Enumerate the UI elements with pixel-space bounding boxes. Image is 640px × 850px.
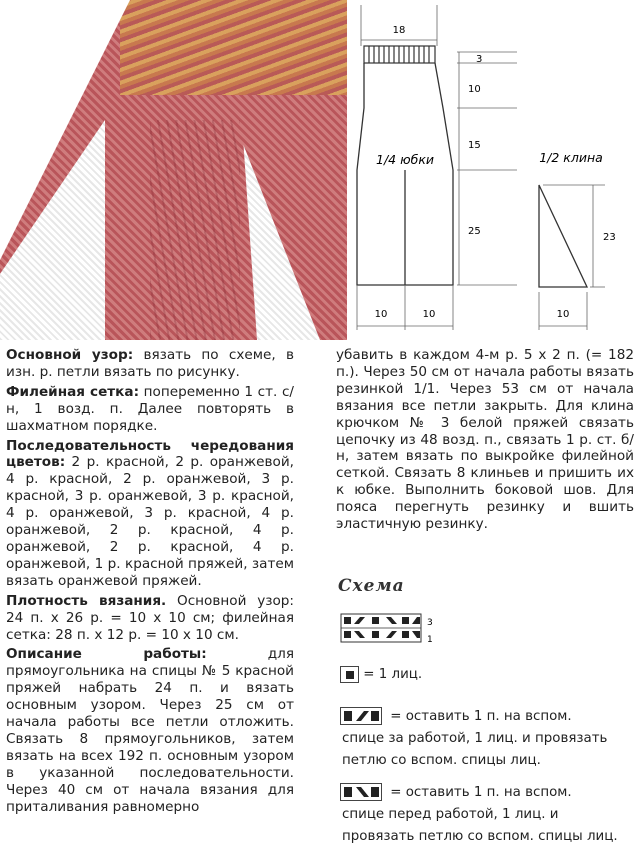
paragraph-main-pattern: Основной узор: вязать по схеме, в изн. р. петли вязать по рисунку. bbox=[6, 347, 295, 380]
knit-cell-icon bbox=[340, 666, 359, 683]
legend-cross-front: = оставить 1 п. на вспом. спице перед работой, 1 лиц. и провязать петлю со вспом. спицы лиц. bbox=[342, 785, 618, 844]
legend-cross-behind: = оставить 1 п. на вспом. спице за работой, 1 лиц. и провязать петлю со вспом. спицы лиц. bbox=[342, 709, 608, 768]
dim-gusset-height: 23 bbox=[603, 232, 616, 243]
cross-behind-icon bbox=[340, 707, 382, 725]
paragraph-gauge: Плотность вязания. Основной узор: 24 п. x 26 р. = 10 x 10 см; филейная сетка: 28 п. x 12 р. = 10 x 10 см. bbox=[6, 592, 294, 643]
instructions-right-column bbox=[336, 347, 634, 536]
dim-seg2: 15 bbox=[468, 140, 481, 151]
skirt-label: 1/4 юбки bbox=[376, 152, 434, 167]
legend-knit: = 1 лиц. bbox=[340, 664, 422, 686]
dim-seg1: 10 bbox=[468, 84, 481, 95]
dim-bottom-right: 10 bbox=[422, 309, 436, 320]
schema-row-1: 1 bbox=[427, 635, 433, 645]
white-gusset-right bbox=[230, 145, 320, 340]
dim-bottom-left: 10 bbox=[374, 309, 388, 320]
skirt-drape-shadow bbox=[150, 120, 240, 340]
paragraph-continuation: убавить в каждом 4-м р. 5 x 2 п. (= 182 п.). Через 50 см от начала работы вязать резинкой 1/1. Через 53 см от начала вязания все петли закрыть. Для клина крючком № 3 белой пряжей связать цепочку из 48 возд. п., связать 1 р. ст. б/н, затем вязать по выкройке филейной сеткой. Связать 8 клиньев и пришить их к юбке. Выполнить боковой шов. Для пояса перегнуть резинку и вшить эластичную резинку. bbox=[336, 347, 634, 533]
schema-chart bbox=[340, 612, 440, 650]
paragraph-color-sequence: Последовательность чередования цветов: 2 р. красной, 2 р. оранжевой, 4 р. красной, 2 р. оранжевой, 3 р. красной, 3 р. оранжевой, 3 р. красной, 4 р. оранжевой, 3 р. красной, 4 р. оранжевой, 2 р. красной, 4 р. оранжевой, 2 р. красной, 4 р. оранжевой, 1 р. красной пряжей, затем вязать оранжевой пряжей. bbox=[6, 437, 294, 589]
paragraph-filet-mesh: Филейная сетка: попеременно 1 ст. с/н, 1 возд. п. Далее повторять в шахматном порядке. bbox=[6, 383, 294, 434]
dim-band: 3 bbox=[476, 54, 483, 65]
schema-title: Схема bbox=[338, 576, 405, 596]
instructions-left-column bbox=[6, 347, 294, 818]
schema-row-3: 3 bbox=[427, 618, 433, 628]
pattern-diagram bbox=[347, 0, 640, 340]
gusset-outline bbox=[539, 185, 587, 287]
orange-band-texture bbox=[120, 0, 347, 95]
paragraph-work-description: Описание работы: для прямоугольника на спицы № 5 красной пряжей набрать 24 п. и вязать основным узором. Через 25 см от начала работы все петли отложить. Связать 8 прямоугольников, затем вязать на всех 192 п. основным узором в указанной последовательности. Через 40 см от начала вязания для приталивания равномерно bbox=[6, 646, 294, 815]
cross-front-icon bbox=[340, 783, 382, 801]
dim-seg3: 25 bbox=[468, 226, 481, 237]
dim-gusset-base: 10 bbox=[556, 309, 570, 320]
skirt-photo bbox=[0, 0, 347, 340]
dim-top-width: 18 bbox=[392, 25, 406, 36]
gusset-label: 1/2 клина bbox=[539, 150, 603, 165]
